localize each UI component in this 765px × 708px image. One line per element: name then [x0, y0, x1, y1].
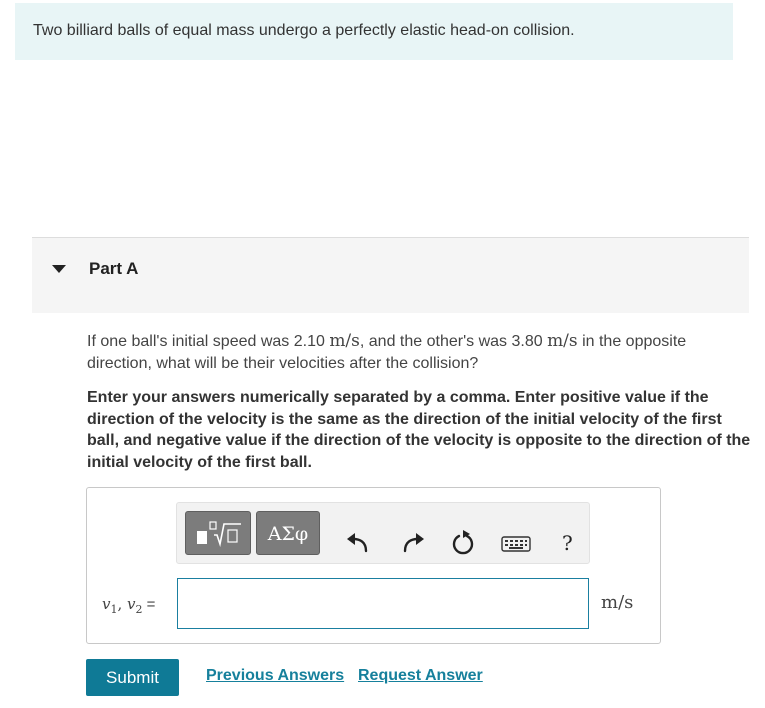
problem-intro — [15, 3, 733, 60]
question-text: If one ball's initial speed was 2.10 m/s, and the other's was 3.80 m/s in the opposite direction, what will be their velocities after the collision? — [87, 331, 687, 372]
intro-text: Two billiard balls of equal mass undergo a perfectly elastic head-on collision. — [33, 22, 575, 39]
templates-button[interactable] — [185, 511, 251, 555]
instructions-text: Enter your answers numerically separated by a comma. Enter positive value if the direction of the velocity is the same as the direction of the initial velocity of the first ball, and negative value if the direction of the velocity is opposite to the direction of the initial velocity of the first ball. — [87, 389, 751, 471]
collapse-caret-icon[interactable] — [52, 265, 66, 273]
redo-icon[interactable] — [400, 531, 426, 553]
part-a-header[interactable] — [32, 238, 749, 313]
undo-icon[interactable] — [345, 531, 371, 553]
answer-input[interactable] — [177, 578, 589, 629]
request-answer-link[interactable]: Request Answer — [358, 667, 483, 684]
symbols-button[interactable] — [256, 511, 320, 555]
math-toolbar — [176, 502, 590, 564]
answer-unit: m/s — [601, 592, 634, 613]
templates-icon — [185, 511, 251, 555]
help-icon[interactable]: ? — [562, 531, 573, 555]
keyboard-icon[interactable] — [501, 535, 531, 553]
reset-icon[interactable] — [450, 529, 476, 555]
symbols-icon: ΑΣφ — [267, 523, 309, 545]
previous-answers-link[interactable]: Previous Answers — [206, 667, 345, 684]
variable-label: $v_1$, $v_2$ = — [102, 595, 156, 616]
unit-ms: m/s — [329, 331, 360, 351]
part-title: Part A — [89, 259, 139, 278]
submit-button[interactable]: Submit — [86, 659, 179, 696]
unit-ms: m/s — [547, 331, 578, 351]
